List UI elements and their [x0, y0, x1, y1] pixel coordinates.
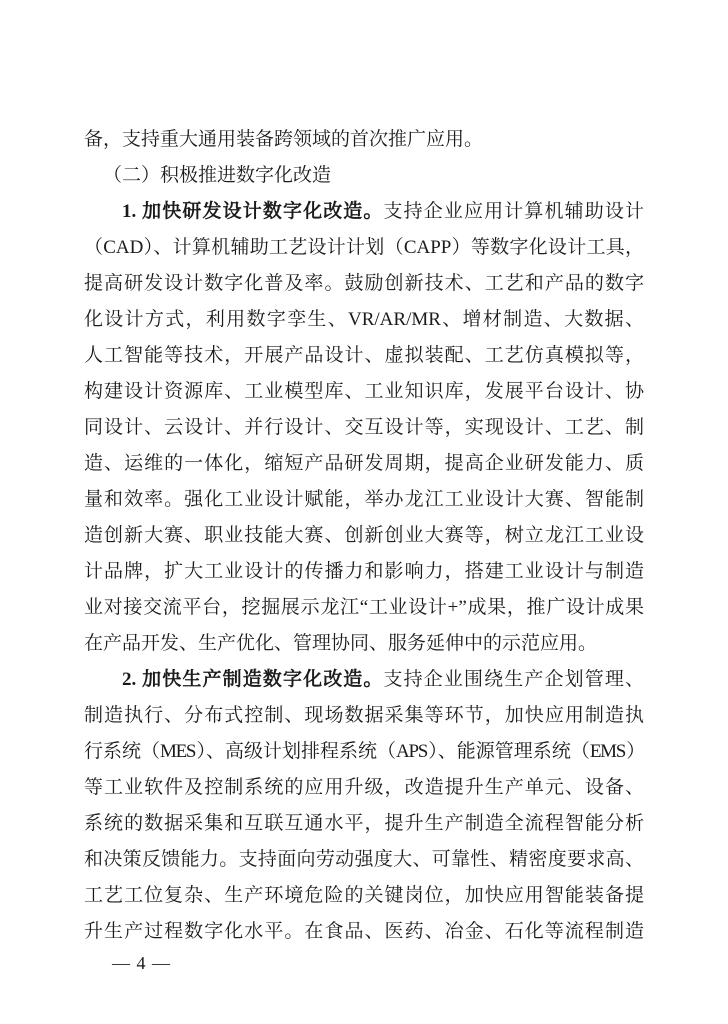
heading-bold-text: 2. 加快生产制造数字化改造。: [122, 669, 384, 690]
numbered-heading-line: [84, 194, 644, 230]
text-line: （CAD）、计算机辅助工艺设计计划（CAPP）等数字化设计工具，: [84, 237, 644, 258]
page-number: — 4 —: [112, 953, 171, 973]
text-line: 人工智能等技术，开展产品设计、虚拟装配、工艺仿真模拟等，: [84, 345, 644, 366]
text-line: 造、运维的一体化，缩短产品研发周期，提高企业研发能力、质: [84, 453, 644, 474]
text-line-segment: 支持企业围绕生产企划管理、: [383, 669, 644, 690]
text-line: 升生产过程数字化水平。在食品、医药、冶金、石化等流程制造: [84, 921, 644, 942]
text-line: 构建设计资源库、工业模型库、工业知识库，发展平台设计、协: [84, 381, 644, 402]
text-line: 量和效率。强化工业设计赋能，举办龙江工业设计大赛、智能制: [84, 489, 644, 510]
text-line: 计品牌，扩大工业设计的传播力和影响力，搭建工业设计与制造: [84, 561, 644, 582]
text-line: 同设计、云设计、并行设计、交互设计等，实现设计、工艺、制: [84, 417, 644, 438]
text-line: 工艺工位复杂、生产环境危险的关键岗位，加快应用智能装备提: [84, 885, 644, 906]
text-line: 提高研发设计数字化普及率。鼓励创新技术、工艺和产品的数字: [84, 273, 644, 294]
text-line: 制造执行、分布式控制、现场数据采集等环节，加快应用制造执: [84, 705, 644, 726]
text-line: 造创新大赛、职业技能大赛、创新创业大赛等，树立龙江工业设: [84, 525, 644, 546]
text-line: 在产品开发、生产优化、管理协同、服务延伸中的示范应用。: [84, 633, 598, 654]
text-line: 备，支持重大通用装备跨领域的首次推广应用。: [84, 129, 484, 150]
numbered-heading-line: [84, 662, 644, 698]
section-heading-line: （二）积极推进数字化改造: [103, 165, 332, 186]
document-body: [84, 122, 644, 950]
text-line: 业对接交流平台，挖掘展示龙江“工业设计+”成果，推广设计成果: [84, 597, 644, 618]
text-line: 行系统（MES）、高级计划排程系统（APS）、能源管理系统（EMS）: [84, 741, 644, 762]
text-line: 和决策反馈能力。支持面向劳动强度大、可靠性、精密度要求高、: [84, 849, 644, 870]
text-line: 等工业软件及控制系统的应用升级，改造提升生产单元、设备、: [84, 777, 644, 798]
text-line-segment: 支持企业应用计算机辅助设计: [383, 201, 644, 222]
heading-bold-text: 1. 加快研发设计数字化改造。: [122, 201, 384, 222]
text-line: 系统的数据采集和互联互通水平，提升生产制造全流程智能分析: [84, 813, 644, 834]
text-line: 化设计方式，利用数字孪生、VR/AR/MR、增材制造、大数据、: [84, 309, 644, 330]
